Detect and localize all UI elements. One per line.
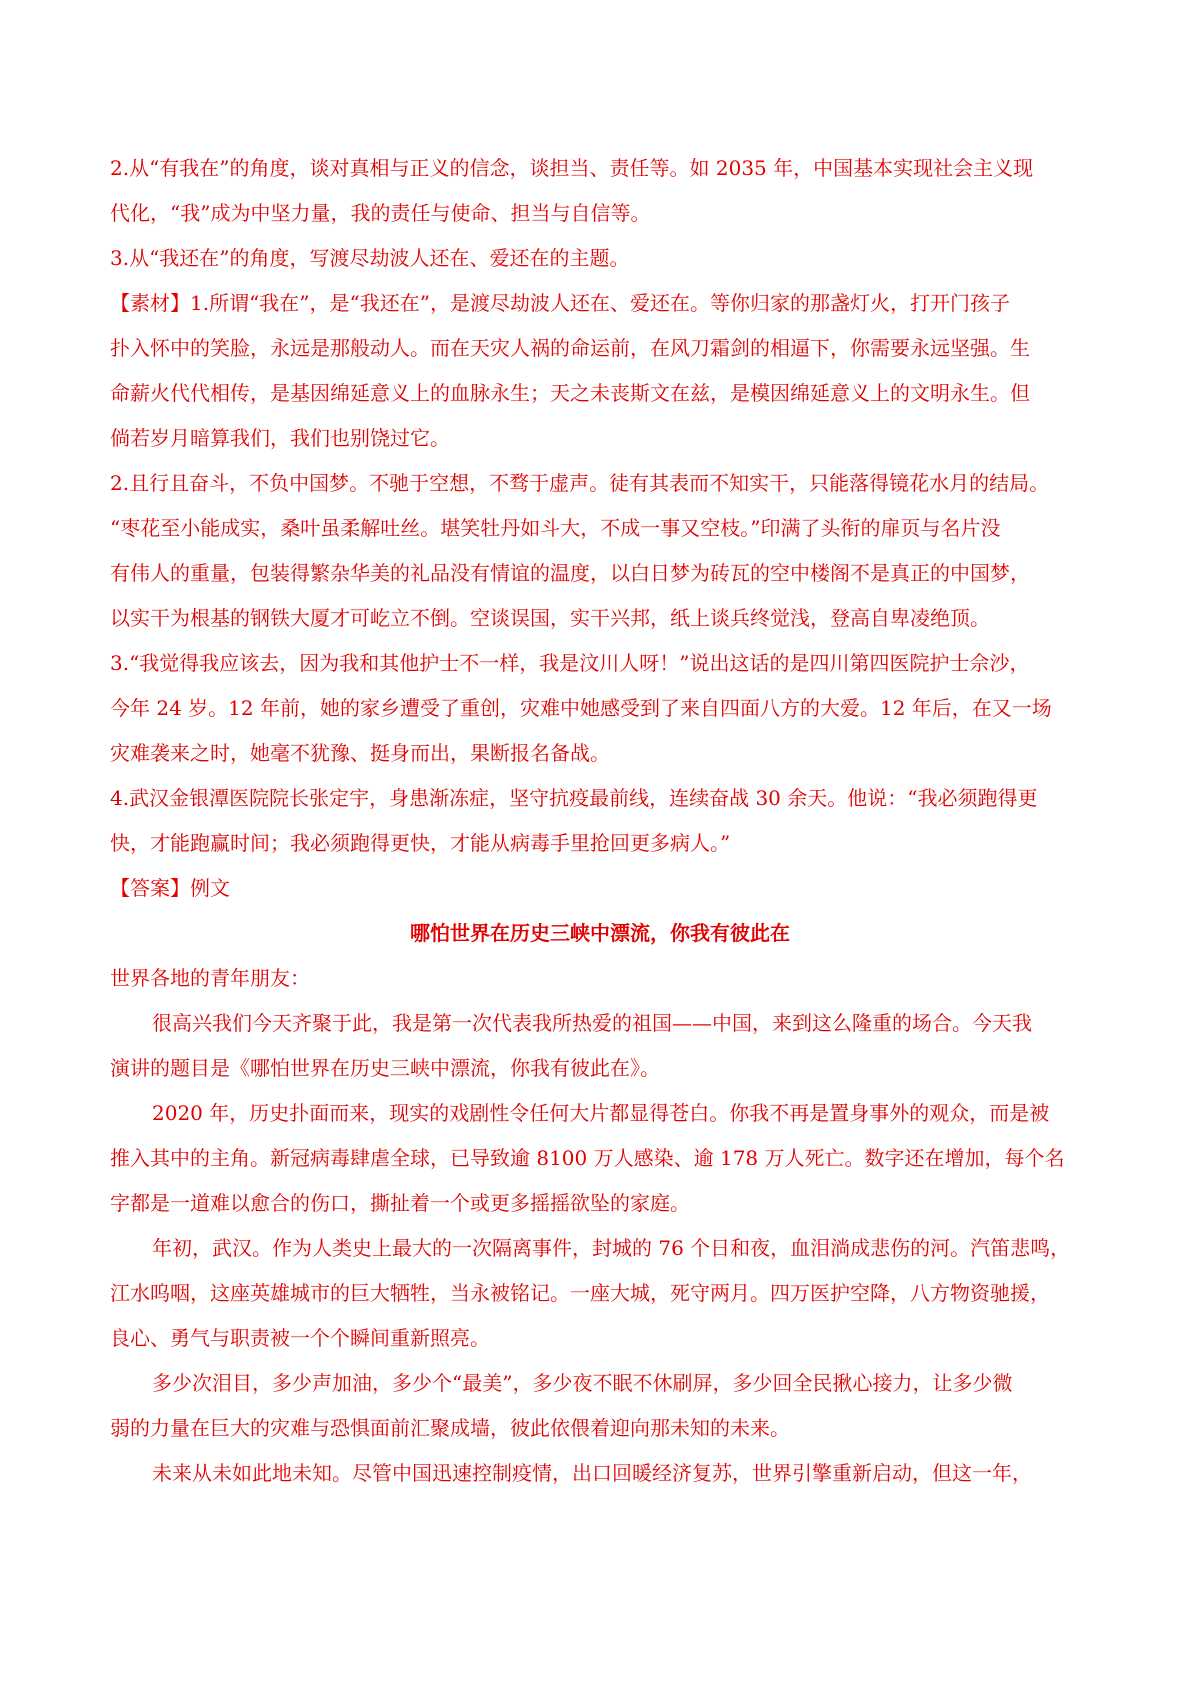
text-line: 【素材】1.所谓“我在”，是“我还在”，是渡尽劫波人还在、爱还在。等你归家的那盏灯火，打开门孩子 <box>110 291 1010 315</box>
text-line: 代化，“我”成为中坚力量，我的责任与使命、担当与自信等。 <box>110 201 651 225</box>
text-line: 倘若岁月暗算我们，我们也别饶过它。 <box>110 426 450 450</box>
essay-line: 年初，武汉。作为人类史上最大的一次隔离事件，封城的 76 个日和夜，血泪淌成悲伤的河。汽笛悲鸣， <box>152 1236 1071 1260</box>
text-line: “枣花至小能成实，桑叶虽柔解吐丝。堪笑牡丹如斗大，不成一事又空枝。”印满了头衔的扉页与名片没 <box>110 516 1001 540</box>
essay-line: 弱的力量在巨大的灾难与恐惧面前汇聚成墙，彼此依偎着迎向那未知的未来。 <box>110 1416 790 1440</box>
essay-title: 哪怕世界在历史三峡中漂流，你我有彼此在 <box>410 921 790 945</box>
text-line: 有伟人的重量，包装得繁杂华美的礼品没有情谊的温度，以白日梦为砖瓦的空中楼阁不是真正的中国梦， <box>110 561 1030 585</box>
text-line: 2.从“有我在”的角度，谈对真相与正义的信念，谈担当、责任等。如 2035 年，中国基本实现社会主义现 <box>110 156 1034 180</box>
text-line: 以实干为根基的钢铁大厦才可屹立不倒。空谈误国，实干兴邦，纸上谈兵终觉浅，登高自卑凌绝顶。 <box>110 606 990 630</box>
text-line: 3.“我觉得我应该去，因为我和其他护士不一样，我是汶川人呀！”说出这话的是四川第四医院护士佘沙， <box>110 651 1030 675</box>
essay-line: 良心、勇气与职责被一个个瞬间重新照亮。 <box>110 1326 490 1350</box>
text-line: 命薪火代代相传，是基因绵延意义上的血脉永生；天之未丧斯文在兹，是模因绵延意义上的文明永生。但 <box>110 381 1030 405</box>
essay-line: 字都是一道难以愈合的伤口，撕扯着一个或更多摇摇欲坠的家庭。 <box>110 1191 690 1215</box>
essay-line: 江水呜咽，这座英雄城市的巨大牺牲，当永被铭记。一座大城，死守两月。四万医护空降，八方物资驰援， <box>110 1281 1050 1305</box>
essay-line: 2020 年，历史扑面而来，现实的戏剧性令任何大片都显得苍白。你我不再是置身事外的观众，而是被 <box>152 1101 1050 1125</box>
text-line: 今年 24 岁。12 年前，她的家乡遭受了重创，灾难中她感受到了来自四面八方的大爱。12 年后，在又一场 <box>110 696 1052 720</box>
text-line: 4.武汉金银潭医院院长张定宇，身患渐冻症，坚守抗疫最前线，连续奋战 30 余天。他说：“我必须跑得更 <box>110 786 1038 810</box>
text-line: 快，才能跑赢时间；我必须跑得更快，才能从病毒手里抢回更多病人。” <box>110 831 731 855</box>
essay-line: 多少次泪目，多少声加油，多少个“最美”，多少夜不眠不休刷屏，多少回全民揪心接力，让多少微 <box>152 1371 1013 1395</box>
essay-line: 推入其中的主角。新冠病毒肆虐全球，已导致逾 8100 万人感染、逾 178 万人死亡。数字还在增加，每个名 <box>110 1146 1065 1170</box>
answer-label: 【答案】例文 <box>110 876 230 900</box>
essay-salutation: 世界各地的青年朋友： <box>110 966 310 990</box>
essay-line: 未来从未如此地未知。尽管中国迅速控制疫情，出口回暖经济复苏，世界引擎重新启动，但这一年， <box>152 1461 1032 1485</box>
text-line: 灾难袭来之时，她毫不犹豫、挺身而出，果断报名备战。 <box>110 741 610 765</box>
text-line: 3.从“我还在”的角度，写渡尽劫波人还在、爱还在的主题。 <box>110 246 630 270</box>
text-line: 2.且行且奋斗，不负中国梦。不驰于空想，不骛于虚声。徒有其表而不知实干，只能落得镜花水月的结局。 <box>110 471 1050 495</box>
text-line: 扑入怀中的笑脸，永远是那般动人。而在天灾人祸的命运前，在风刀霜剑的相逼下，你需要永远坚强。生 <box>110 336 1030 360</box>
essay-line: 演讲的题目是《哪怕世界在历史三峡中漂流，你我有彼此在》。 <box>110 1056 660 1080</box>
essay-line: 很高兴我们今天齐聚于此，我是第一次代表我所热爱的祖国——中国，来到这么隆重的场合。今天我 <box>152 1011 1032 1035</box>
